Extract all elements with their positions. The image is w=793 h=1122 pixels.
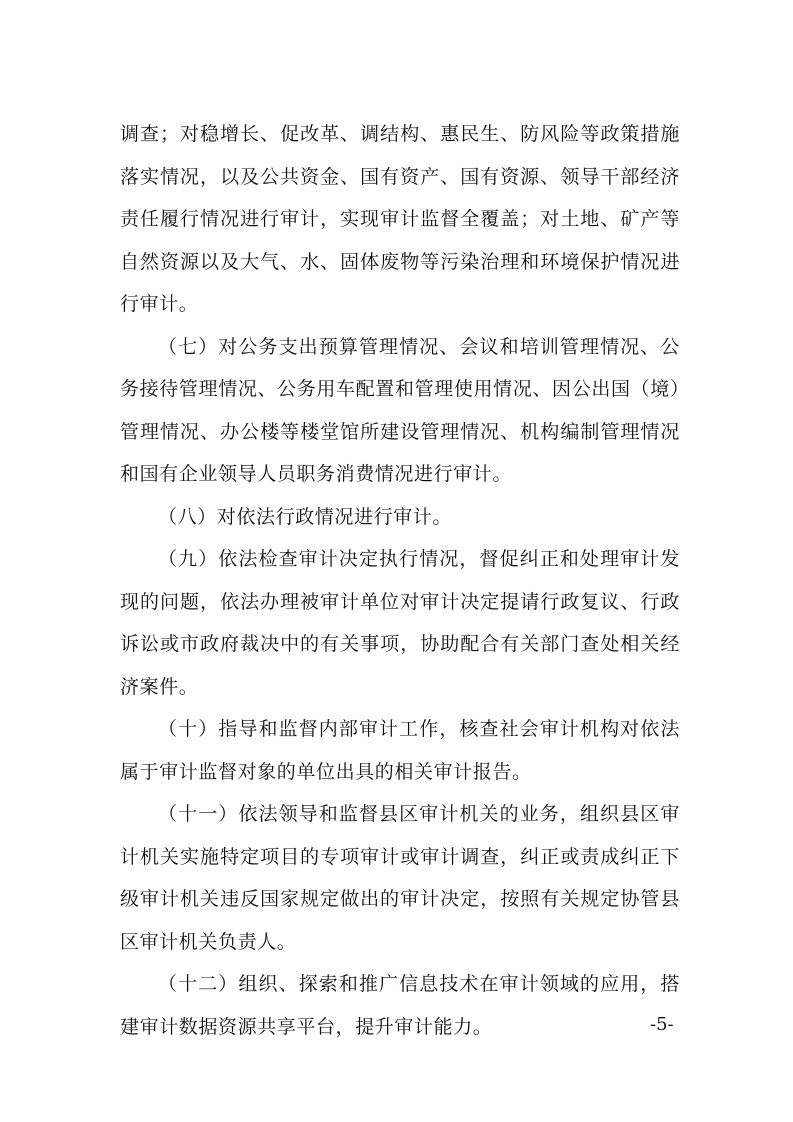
paragraph-continuation: 调查；对稳增长、促改革、调结构、惠民生、防风险等政策措施落实情况，以及公共资金、国有资产、国有资源、领导干部经济责任履行情况进行审计，实现审计监督全覆盖；对土地、矿产等自然资源以及大气、水、固体废物等污染治理和环境保护情况进行审计。 <box>120 123 680 315</box>
document-body <box>120 113 680 1048</box>
paragraph-item-10: （十）指导和监督内部审计工作，核查社会审计机构对依法属于审计监督对象的单位出具的相关审计报告。 <box>120 718 680 783</box>
paragraph-item-8: （八）对依法行政情况进行审计。 <box>158 505 453 528</box>
paragraph-item-11: （十一）依法领导和监督县区审计机关的业务，组织县区审计机关实施特定项目的专项审计或审计调查，纠正或责成纠正下级审计机关违反国家规定做出的审计决定，按照有关规定协管县区审计机关负责人。 <box>120 803 680 953</box>
paragraph-item-7: （七）对公务支出预算管理情况、会议和培训管理情况、公务接待管理情况、公务用车配置和管理使用情况、因公出国（境）管理情况、办公楼等楼堂馆所建设管理情况、机构编制管理情况和国有企业领导人员职务消费情况进行审计。 <box>120 335 680 485</box>
page-number: -5- <box>650 1014 674 1035</box>
paragraph-item-9: （九）依法检查审计决定执行情况，督促纠正和处理审计发现的问题，依法办理被审计单位对审计决定提请行政复议、行政诉讼或市政府裁决中的有关事项，协助配合有关部门查处相关经济案件。 <box>120 548 680 698</box>
paragraph-item-12: （十二）组织、探索和推广信息技术在审计领域的应用，搭建审计数据资源共享平台，提升审计能力。 <box>120 973 680 1038</box>
